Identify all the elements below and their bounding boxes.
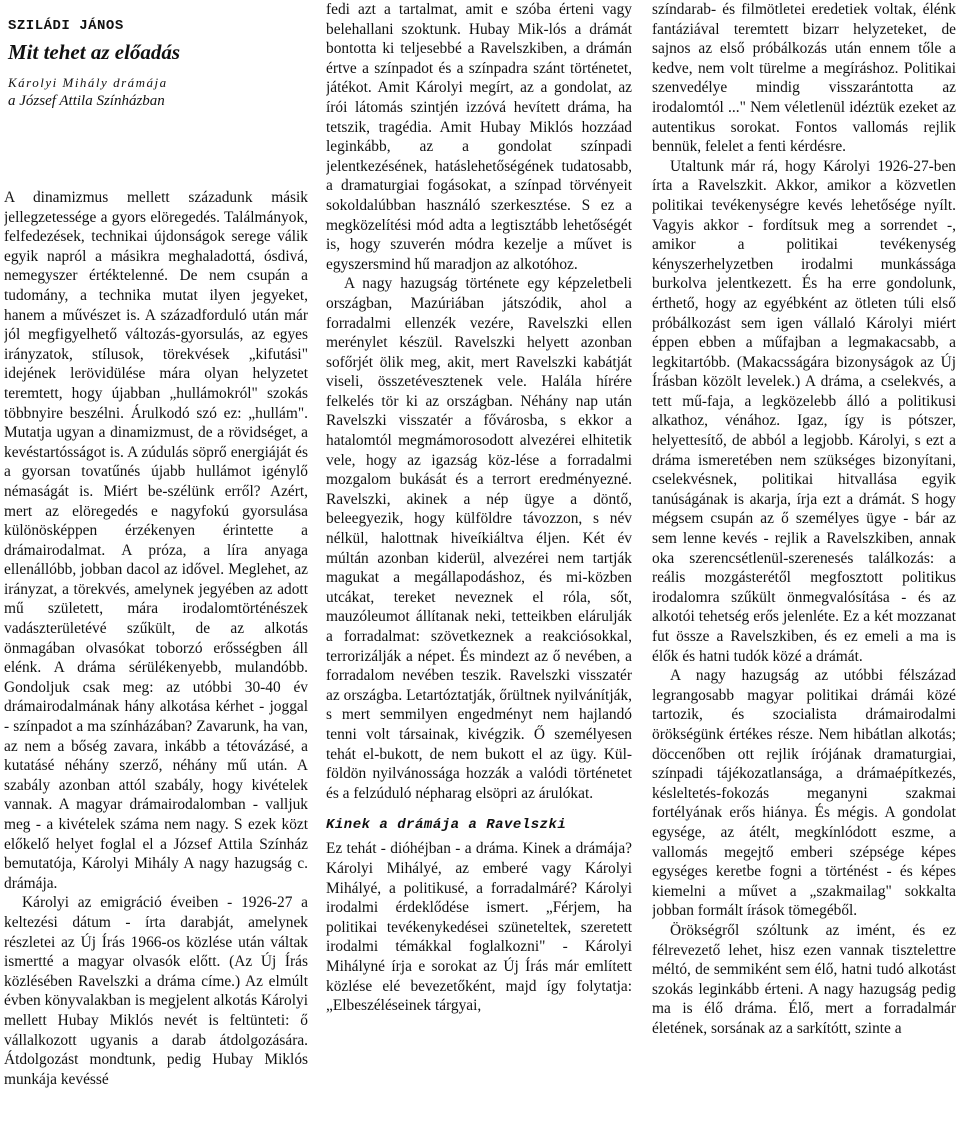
author-byline: SZILÁDI JÁNOS: [8, 18, 124, 34]
column-3: [652, 0, 956, 1136]
body-paragraph: A nagy hazugság története egy képzeletbeli országban, Mazúriában játszódik, ahol a forradalmi ellenzék vezére, Ravelszki ellen merénylet készül. Ravelszki helyett azonban sofőrjét ölik meg, akit, mert Ravelszki kabátját viseli, összetévesztenek vele. Halála hírére felkelés tör ki az országban. Néhány nap után Ravelszki visszatér a fővárosba, s ekkor a hatalomtól megmámorosodott alvezérei elhitetik vele, hogy az igazság köz-lése a forradalmi mozgalom bukását és a terrort eredményezné. Ravelszki, akinek a nép ügye a döntő, beleegyezik, hogy külföldre távozzon, s név nélkül, halottnak hiveíkiáltva éljen. Két év múltán azonban kiderül, alvezérei nem tartják magukat a megállapodáshoz, és mi-közben utcákat, tereket neveznek el róla, sőt, mauzóleumot állítanak neki, tetteikben elárulják a forradalmat: szövetkeznek a reakciósokkal, terrorizálják a népet. És mindezt az ő nevében, a forradalom nevében teszik. Ravelszki visszatér az országba. Letartóztatják, őrültnek nyilvánítják, s mert semmilyen engedményt nem hajlandó tenni volt társainak, kivégzik. Ő személyesen tehát el-bukott, de nem bukott el az ügy. Kül-földön nyilvánossága hozzák a valódi történetet és a felzúduló népharag elsöpri az árulókat.: [326, 275, 632, 802]
body-paragraph: Károlyi az emigráció éveiben - 1926-27 a keltezési dátum - írta darabját, amelynek részletei az Új Írás 1966-os közlése után váltak ismertté a magyar olvasók előtt. (Az Új Írás közlésében Ravelszki a dráma címe.) Az elmúlt évben könyvalakban is megjelent alkotás Károlyi mellett Hubay Miklós nevét is feltünteti: ő vállalkozott ugyanis a darab átdolgozására. Átdolgozást mondtunk, pedig Hubay Miklós munkája kevéssé: [4, 894, 308, 1088]
article-subtitle: Károlyi Mihály drámája: [8, 75, 168, 90]
body-paragraph: A dinamizmus mellett századunk másik jellegzetessége a gyors elöregedés. Találmányok, felfedezések, technikai újdonságok serege válik egyik napról a másikra meghaladottá, ósdivá, nemegyszer értéktelenné. De nem csupán a tudomány, a technika mutat ilyen jegyeket, hanem a művészet is. A századforduló után már jól megfigyelhető változás-gyorsulás, az egyes irányzatok, stílusok, törekvések „kifutási" idejének lerövidülése mára olyan helyzetet teremtett, hogy újabban „hullámokról" szokás többnyire beszélni. Árulkodó szó ez: „hullám". Mutatja ugyan a dinamizmust, de a rövidséget, a kevéstartósságot is. A zúdulás söprő energiáját és a gyorsan tovatűnés újabb hullámot igénylő némaságát is. Miért be-szélünk erről? Azért, mert az elöregedés e nagyfokú gyorsulása különösképpen érzékenyen érintette a drámairodalmat. A próza, a líra anyaga ellenállóbb, jobban dacol az idővel. Meglehet, az irányzat, a törekvés, amelynek jegyében az adott mű született, mára irodalomtörténészek vadászterületévé szűkült, de az alkotás önmagában olvasókat toborzó erősségben áll elénk. A dráma sérülékenyebb, mulandóbb. Gondoljuk csak meg: az utóbbi 30-40 év drámairodalmának hány alkotása kérhet - joggal - színpadot a ma színházában? Zavarunk, ha van, az nem a bőség zavara, inkább a tétovázásé, a kutatásé néhány szerző, néhány mű után. A szabály azonban attól szabály, hogy kivételek vannak. A magyar drámairodalomban - valljuk meg - a kivételek száma nem nagy. S ezek közt előkelő helyet foglal el a József Attila Színház bemutatója, Károlyi Mihály A nagy hazugság c. drámája.: [4, 189, 308, 892]
body-paragraph: Ez tehát - dióhéjban - a dráma. Kinek a drámája? Károlyi Mihályé, az emberé vagy Károlyi Mihályé, a politikusé, a forradalmáré? Károlyi irodalmi érdeklődése ismert. „Férjem, ha politikai tevékenykedései szüneteltek, szeretett irodalmi témákkal foglalkozni" - Károlyi Mihályné írja e sorokat az Új Írás már említett közlése elé bevezetőként, majd így folytatja: „Elbeszéléseinek tárgyai,: [326, 840, 632, 1015]
column-2: [326, 0, 632, 1136]
body-paragraph: fedi azt a tartalmat, amit e szóba érteni vagy belehallani szoktunk. Hubay Mik-lós a drámát bontotta ki teljesebbé a Ravelszkiben, a drámán értve a színpadot és a színpadra szánt történetet, játékot. Amit Károlyi megírt, az a gondolat, az írói látomás szintjén izzóvá hevített dráma, ha tetszik, tragédia. Amit Hubay Miklós hozzáad leginkább, az a gondolat színpadi jelentkezésének, hatáslehetőségének tudatosabb, a dramaturgiai fogásokat, a színpad törvényeit sokoldalúbban használó szerkesztése. S ez a megközelítési mód adta a legtisztább lehetőségét is, hogy szuverén módra kezelje a művet is egyszersmind hű maradjon az alkotóhoz.: [326, 1, 632, 273]
article-title: Mit tehet az előadás: [8, 40, 181, 64]
article-venue: a József Attila Színházban: [8, 93, 165, 109]
body-paragraph: A nagy hazugság az utóbbi félszázad legrangosabb magyar politikai drámái közé tartozik, és szocialista drámairodalmi örökségünk értékes része. Nem hibátlan alkotás; döccenőben ott rejlik írójának dramaturgiai, színpadi tájékozatlansága, a drámaépítkezés, késleltetés-fokozás meganyni szakmai fortélyának erős hiánya. És mégis. A gondolat egysége, az átélt, megkínlódott eszme, a vallomás megejtő emberi szépsége képes egységes keretbe fogni a történést - és képes kiemelni a művet a „szakmailag" sokkalta jobban formált írások tömegéből.: [652, 667, 956, 920]
column-1: [4, 0, 308, 1136]
body-paragraph: Örökségről szóltunk az imént, és ez félrevezető lehet, hisz ezen vannak tisztelettre méltó, de semmiként sem élő, hatni tudó alkotást szokás leginkább érteni. A nagy hazugság pedig ma is élő dráma. Élő, mert a forradalmár életének, sorsának az a sarkítótt, szinte a: [652, 921, 956, 1037]
section-heading: Kinek a drámája a Ravelszki: [326, 817, 567, 834]
body-paragraph: színdarab- és filmötletei eredetiek voltak, élénk fantáziával teremtett bizarr helyzeteket, de sajnos az első próbálkozás után ennem tőle a kedve, nem volt türelme a megíráshoz. Politikai szenvedélye mindig visszarántotta az irodalomtól ..." Nem véletlenül idéztük ezeket az autentikus sorokat. Fontos vallomás rejlik bennük, felelet a fenti kérdésre.: [652, 1, 956, 156]
body-paragraph: Utaltunk már rá, hogy Károlyi 1926-27-ben írta a Ravelszkit. Akkor, amikor a közvetlen politikai tevékenységre kevés lehetősége nyílt. Vagyis akkor - fordítsuk meg a sorrendet -, amikor a politikai tevékenység kényszerhelyzetben irodalmi munkássága burkolva jelentkezett. És ha erre gondolunk, érthető, hogy az egyébként az ötleten túli első próbálkozást sem igen vállaló Károlyi miért éppen ebben a műfajban a legmakacsabb, a legkitartóbb. (Makacsságára bizonyságok az Új Írásban közölt levelek.) A dráma, a cselekvés, a tett mű-faja, a legközelebb álló a politikusi alkathoz, vénához. Igaz, így is pótszer, helyettesítő, de abból a legjobb. Károlyi, s ezt a dráma ismeretében nem szükséges bizonyítani, cselekvésnek, politikai hitvallása egyik tanúságának is akarja, írja ezt a drámát. S hogy mégsem csupán az ő személyes ügye - bár az sem lenne kevés - rejlik a Ravelszkiben, annak oka szerencsétlenül-szerenesés találkozás: a reális mozgásterétől megfosztott politikus irodalomra szűkült önmegvalósítása - és az alkotói tehetség erős jelenléte. Ez a két mozzanat fut össze a Ravelszkiben, és ez emeli a ma is élők és hatni tudók közé a drámát.: [652, 157, 956, 665]
